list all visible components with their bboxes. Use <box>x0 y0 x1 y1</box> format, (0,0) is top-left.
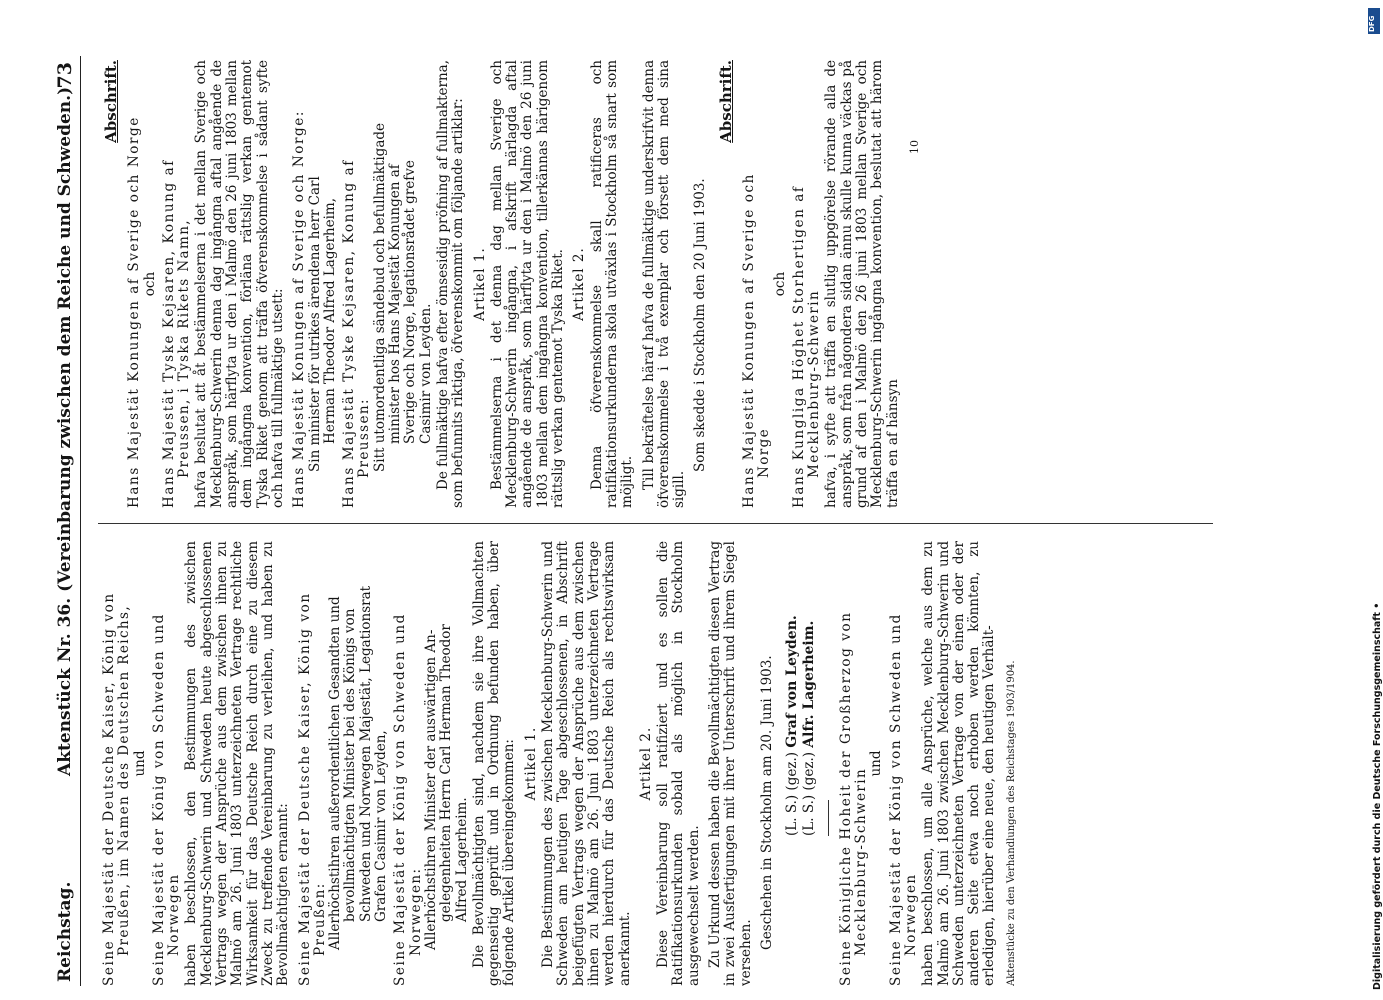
plenipotentiaries-paragraph: De fullmäktige hafva efter ömsesidig pröfning af fullmakterna, som befunnits riktiga, öfverenskommit om följande artiklar: <box>434 60 467 508</box>
envoy-line: Allerhöchstihren Minister der auswärtigen An- <box>422 629 439 950</box>
party-line: Norge <box>756 427 773 478</box>
running-header <box>54 56 81 986</box>
party-line: Hans Majestät Konungen af Sverige och Norge: <box>291 110 308 508</box>
party-line: Seine Majestät der Deutsche Kaiser, König von <box>296 592 313 986</box>
article-paragraph: Zu Urkund dessen haben die Bevollmächtigten diesen Vertrag in zwei Ausfertigungen mit ihrer Unterschrift und ihrem Siegel versehen. <box>706 541 754 986</box>
signature-line <box>802 541 817 836</box>
party-line: Hans Majestät Tyske Kejsaren, Konung af <box>160 159 177 508</box>
preamble-paragraph: haben beschlossen, den Bestimmungen des zwischen Mecklenburg-Schwerin und Schweden heute abgeschlossenen Vertrags wegen der Ansprüche aus dem zwischen ihnen zu Malmö am 26. Juni 1803 unterzeichneten Vertrage rechtliche Wirksamkeit für das Deutsche Reich durch eine zu diesem Zweck zu treffende Vereinbarung zu verleihen, und haben zu Bevollmächtigten ernannt: <box>183 541 292 986</box>
signature-line <box>785 541 800 836</box>
seal-mark: (L. S.) (gez.) <box>784 752 801 836</box>
party-line: Hans Kungliga Höghet Storhertigen af <box>790 185 807 508</box>
digitization-notice: Digitalisierung gefördert durch die Deutsche Forschungsgemeinschaft • <box>1372 602 1383 990</box>
envoy-line: Alfred Lagerheim. <box>453 797 470 922</box>
page-number: 73 <box>54 62 76 89</box>
party-line: Seine Majestät der König von Schweden und <box>150 613 167 986</box>
sheet-number: 10 <box>907 140 921 154</box>
seal-mark: (L. S.) (gez.) <box>801 752 818 836</box>
conjunction: och <box>771 271 788 297</box>
party-line: Norwegen <box>166 873 183 956</box>
party-line: Preussen, i Tyska Rikets Namn, <box>176 219 193 478</box>
party-line: Preußen, im Namen des Deutschen Reichs, <box>116 604 133 956</box>
copy-title: Abschrift. <box>102 60 120 143</box>
header-title: Aktenstück Nr. 36. (Vereinbarung zwischen dem Reiche und Schweden.) <box>55 86 75 776</box>
swedish-column <box>98 60 1258 508</box>
envoy-line: Sverige och Norge, legationsrådet grefve <box>402 160 419 444</box>
conjunction: och <box>141 271 158 297</box>
document-page <box>54 56 1304 986</box>
dfg-logo-text: DFG <box>1368 15 1376 32</box>
party-line: Hans Majestät Konungen af Sverige och Norge <box>126 116 143 508</box>
party-line: Seine Majestät der König von Schweden und <box>392 613 409 986</box>
preamble-paragraph: haben beschlossen, um alle Ansprüche, welche aus dem zu Malmö am 26. Juni 1803 zwischen Mecklenburg-Schwerin und Schweden unterzeichneten Vertrage von der einen oder der anderen Seite etwa noch erhoben werden könnten, zu erledigen, hierüber eine neue, den heutigen Verhält- <box>920 541 998 986</box>
party-line: Seine Majestät der König von Schweden und <box>887 613 904 986</box>
party-line: Mecklenburg-Schwerin <box>853 767 870 956</box>
envoy-line: Sitt utomordentliga sändebud och befullmäktigade <box>371 122 388 472</box>
envoy-line: bevollmächtigten Minister bei des Königs von <box>342 608 359 922</box>
place-date: Geschehen in Stockholm am 20. Juni 1903. <box>758 655 775 950</box>
preamble-paragraph: hafva beslutat att åt bestämmelserna i det mellan Sverige och Mecklenburg-Schwerin denna dag ingångna aftal angående de anspråk, som härflyta ur den i Malmö den 26 juni 1803 mellan dem ingångna konvention, förläna rättslig verkan gentemot Tyska Riket genom att träffa öfverenskommelse i sådant syfte och hafva till fullmäktige utsett: <box>193 60 286 508</box>
article-paragraph: Till bekräftelse häraf hafva de fullmäktige underskrifvit denna öfverenskommelse i två exemplar och försett dem med sina sigill. <box>640 60 688 508</box>
envoy-line: Herman Theodor Alfred Lagerheim, <box>321 197 338 444</box>
envoy-line: Schweden und Norwegen Majestät, Legationsrat <box>357 585 374 922</box>
party-line: Seine Königliche Hoheit der Großherzog von <box>837 611 854 986</box>
dfg-logo-icon <box>1368 8 1380 34</box>
party-line: Preußen: <box>311 882 328 956</box>
envoy-line: Sin minister för utrikes ärendena herr Carl <box>306 176 323 472</box>
envoy-line: gelegenheiten Herrn Carl Herman Theodor <box>438 624 455 922</box>
party-line: Mecklenburg-Schwerin <box>806 289 823 478</box>
party-line: Preussen: <box>356 398 373 478</box>
signature: Graf von Leyden. <box>784 615 801 748</box>
treaty-swedish-reich <box>104 60 709 508</box>
footnote: Aktenstücke zu den Verhandlungen des Reichstages 1903/1904. <box>1005 660 1017 986</box>
envoy-line: Allerhöchstihren außerordentlichen Gesandten und <box>327 596 344 950</box>
place-date: Som skedde i Stockholm den 20 Juni 1903. <box>692 178 709 472</box>
column-divider <box>98 523 1213 524</box>
treaty-german-mecklenburg <box>839 541 1019 986</box>
article-heading: Artikel 2. <box>571 247 588 321</box>
article-heading: Artikel 2. <box>637 726 654 801</box>
party-line: Norwegen: <box>407 867 424 956</box>
treaty-german-reich <box>102 541 818 986</box>
german-column <box>98 541 1258 986</box>
envoy-line: Grafen Casimir von Leyden, <box>373 730 390 922</box>
article-paragraph: Die Bestimmungen des zwischen Mecklenburg-Schwerin und Schweden am heutigen Tage abgeschlossenen, in Abschrift beigefügten Vertrags wegen der Ansprüche aus dem zwischen ihnen zu Malmö am 26. Juni 1803 unterzeichneten Vertrage werden hierdurch für das Deutsche Reich als rechtswirksam anerkannt. <box>540 541 633 986</box>
article-heading: Artikel 1. <box>522 726 539 801</box>
article-paragraph: Diese Vereinbarung soll ratifiziert und es sollen die Ratifikationsurkunden sobald als möglich in Stockholm ausgewechselt werden. <box>655 541 702 986</box>
conjunction: und <box>868 750 885 777</box>
party-line: Hans Majestät Tyske Kejsaren, Konung af <box>341 159 358 508</box>
conjunction: und <box>131 750 148 777</box>
signature: Alfr. Lagerheim. <box>801 620 818 748</box>
article-paragraph: Denna öfverenskommelse skall ratificeras och ratifikationsurkunderna skola utväxlas i Stockholm så snart som möjligt. <box>588 60 636 508</box>
article-paragraph: Bestämmelserna i det denna dag mellan Sverige och Mecklenburg-Schwerin ingångna, i afskrift närlagda aftal angående de anspråk, som härflyta ur den i Malmö den 26 juni 1803 mellan dem ingångna konvention, tillerkännas härigenom rättslig verkan gentemot Tyska Riket. <box>488 60 567 508</box>
party-line: Norwegen <box>902 873 919 956</box>
copy-title: Abschrift. <box>716 60 735 143</box>
treaty-swedish-mecklenburg <box>716 60 923 508</box>
preamble-paragraph: hafva, i syfte att träffa en slutlig uppgörelse rörande alla de anspråk, som från någondera sidan ännu skulle kunna väckas på grund af den i Malmö den 26 juni 1803 mellan Sverige och Mecklenburg-Schwerin ingångna konvention, beslutat att härom träffa en af hänsyn <box>823 60 901 508</box>
envoy-line: minister hos Hans Majestät Konungen af <box>387 164 404 444</box>
header-left: Reichstag. <box>55 881 75 982</box>
party-line: Seine Majestät der Deutsche Kaiser, König von <box>101 592 117 986</box>
article-heading: Artikel 1. <box>471 247 488 321</box>
section-separator <box>828 800 829 836</box>
plenipotentiaries-paragraph: Die Bevollmächtigten sind, nachdem sie ihre Vollmachten gegenseitig geprüft und in Ordnung befunden haben, über folgende Artikel übereingekommen: <box>470 541 518 986</box>
party-line: Hans Majestät Konungen af Sverige och <box>740 173 757 508</box>
envoy-line: Casimir von Leyden. <box>417 303 434 444</box>
